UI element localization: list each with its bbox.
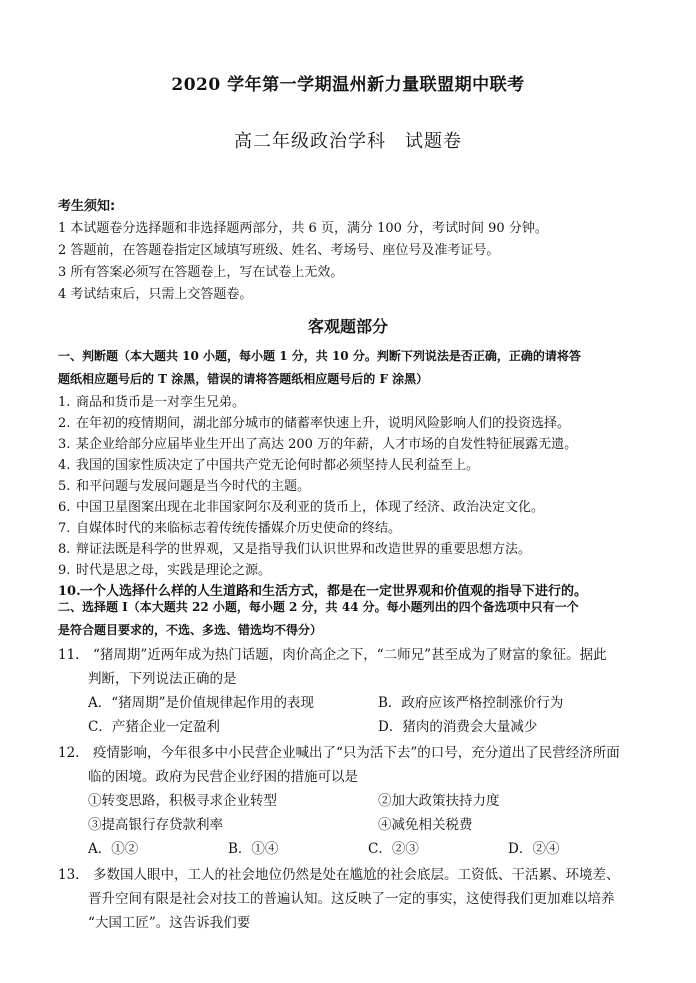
item-number: 5. xyxy=(58,479,71,494)
notice-heading: 考生须知: xyxy=(58,199,116,214)
item-number: 10. xyxy=(58,584,81,599)
item-text: 某企业给部分应届毕业生开出了高达 200 万的年薪，人才市场的自发性特征展露无遗。 xyxy=(76,437,578,452)
item-number: 7. xyxy=(58,521,71,536)
exam-title: 2020 学年第一学期温州新力量联盟期中联考 xyxy=(171,75,525,95)
candidate-notice xyxy=(58,196,658,306)
list-item xyxy=(58,539,664,560)
item-text: 中国卫星图案出现在北非国家阿尔及利亚的货币上，体现了经济、政治决定文化。 xyxy=(76,500,545,515)
question-stem: 临的困境。政府为民营企业纾困的措施可以是 xyxy=(88,769,358,785)
option-d: D．②④ xyxy=(508,841,560,857)
question-13 xyxy=(58,863,664,935)
list-item xyxy=(58,497,664,518)
list-item xyxy=(58,518,664,539)
item-number: 9. xyxy=(58,563,71,578)
item-text: 辩证法既是科学的世界观，又是指导我们认识世界和改造世界的重要思想方法。 xyxy=(76,542,532,557)
part1-section xyxy=(58,345,664,602)
item-text: 一个人选择什么样的人生道路和生活方式，都是在一定世界观和价值观的指导下进行的。 xyxy=(80,584,588,599)
item-text: 时代是思之母，实践是理论之源。 xyxy=(76,563,272,578)
statement-1: ①转变思路，积极寻求企业转型 xyxy=(88,793,277,809)
question-12 xyxy=(58,741,664,861)
question-stem: 11. “猪周期”近两年成为热门话题，肉价高企之下，“二师兄”甚至成为了财富的象征。据此 xyxy=(58,647,607,663)
item-text: 自媒体时代的来临标志着传统传播媒介历史使命的终结。 xyxy=(76,521,402,536)
item-text: 在年初的疫情期间，湖北部分城市的储蓄率快速上升，说明风险影响人们的投资选择。 xyxy=(76,416,571,431)
statement-2: ②加大政策扶持力度 xyxy=(378,793,500,809)
notice-item: 2 答题前，在答题卷指定区域填写班级、姓名、考场号、座位号及准考证号。 xyxy=(58,243,500,258)
option-a: A．“猪周期”是价值规律起作用的表现 xyxy=(88,695,315,711)
option-d: D．猪肉的消费会大量减少 xyxy=(378,719,538,735)
statement-3: ③提高银行存贷款利率 xyxy=(88,817,223,833)
list-item xyxy=(58,560,664,581)
list-item xyxy=(58,476,664,497)
option-grid xyxy=(58,691,664,739)
part1-instr-line: 题纸相应题号后的 T 涂黑，错误的请将答题纸相应题号后的 F 涂黑） xyxy=(58,372,429,386)
option-c: C．产猪企业一定盈利 xyxy=(88,719,220,735)
item-number: 6. xyxy=(58,500,71,515)
item-number: 3. xyxy=(58,437,71,452)
option-a: A．①② xyxy=(88,841,139,857)
objective-section-title: 客观题部分 xyxy=(307,317,388,336)
part2-instr-line: 是符合题目要求的，不选、多选、错选均不得分） xyxy=(58,623,323,637)
list-item xyxy=(58,434,664,455)
option-grid xyxy=(58,837,664,861)
true-false-list xyxy=(58,392,664,602)
list-item xyxy=(58,455,664,476)
question-stem: 13. 多数国人眼中，工人的社会地位仍然是处在尴尬的社会底层。工资低、干活累、环境差、 xyxy=(58,867,620,883)
question-stem: 晋升空间有限是社会对技工的普遍认知。这反映了一定的事实，这使得我们更加难以培养 xyxy=(88,891,615,907)
item-text: 和平问题与发展问题是当今时代的主题。 xyxy=(76,479,311,494)
part2-section xyxy=(58,596,664,935)
item-number: 4. xyxy=(58,458,71,473)
part2-instr-line: 二、选择题 I（本大题共 22 小题，每小题 2 分，共 44 分。每小题列出的四个备选项中只有一个 xyxy=(58,600,579,614)
option-b: B．政府应该严格控制涨价行为 xyxy=(378,695,564,711)
item-text: 我国的国家性质决定了中国共产党无论何时都必须坚持人民利益至上。 xyxy=(76,458,480,473)
list-item xyxy=(58,392,664,413)
notice-item: 1 本试题卷分选择题和非选择题两部分，共 6 页，满分 100 分，考试时间 90 分钟。 xyxy=(58,221,548,236)
question-stem: “大国工匠”。这告诉我们要 xyxy=(88,915,251,931)
item-number: 2. xyxy=(58,416,71,431)
part1-instr-line: 一、判断题（本大题共 10 小题，每小题 1 分，共 10 分。判断下列说法是否正确，正确的请将答 xyxy=(58,349,581,363)
question-stem: 12. 疫情影响，今年很多中小民营企业喊出了“只为活下去”的口号，充分道出了民营经济所面 xyxy=(58,745,620,761)
part2-instructions xyxy=(58,596,664,642)
exam-subtitle: 高二年级政治学科 试题卷 xyxy=(234,131,462,152)
item-number: 1. xyxy=(58,395,71,410)
item-number: 8. xyxy=(58,542,71,557)
option-b: B．①④ xyxy=(228,841,279,857)
statement-4: ④减免相关税费 xyxy=(378,817,473,833)
notice-item: 3 所有答案必须写在答题卷上，写在试卷上无效。 xyxy=(58,265,344,280)
item-text: 商品和货币是一对孪生兄弟。 xyxy=(76,395,246,410)
part1-instructions xyxy=(58,345,664,391)
list-item xyxy=(58,413,664,434)
question-stem: 判断，下列说法正确的是 xyxy=(88,671,237,687)
option-c: C．②③ xyxy=(368,841,419,857)
statement-grid xyxy=(58,789,664,837)
notice-item: 4 考试结束后，只需上交答题卷。 xyxy=(58,287,253,302)
question-11 xyxy=(58,643,664,739)
